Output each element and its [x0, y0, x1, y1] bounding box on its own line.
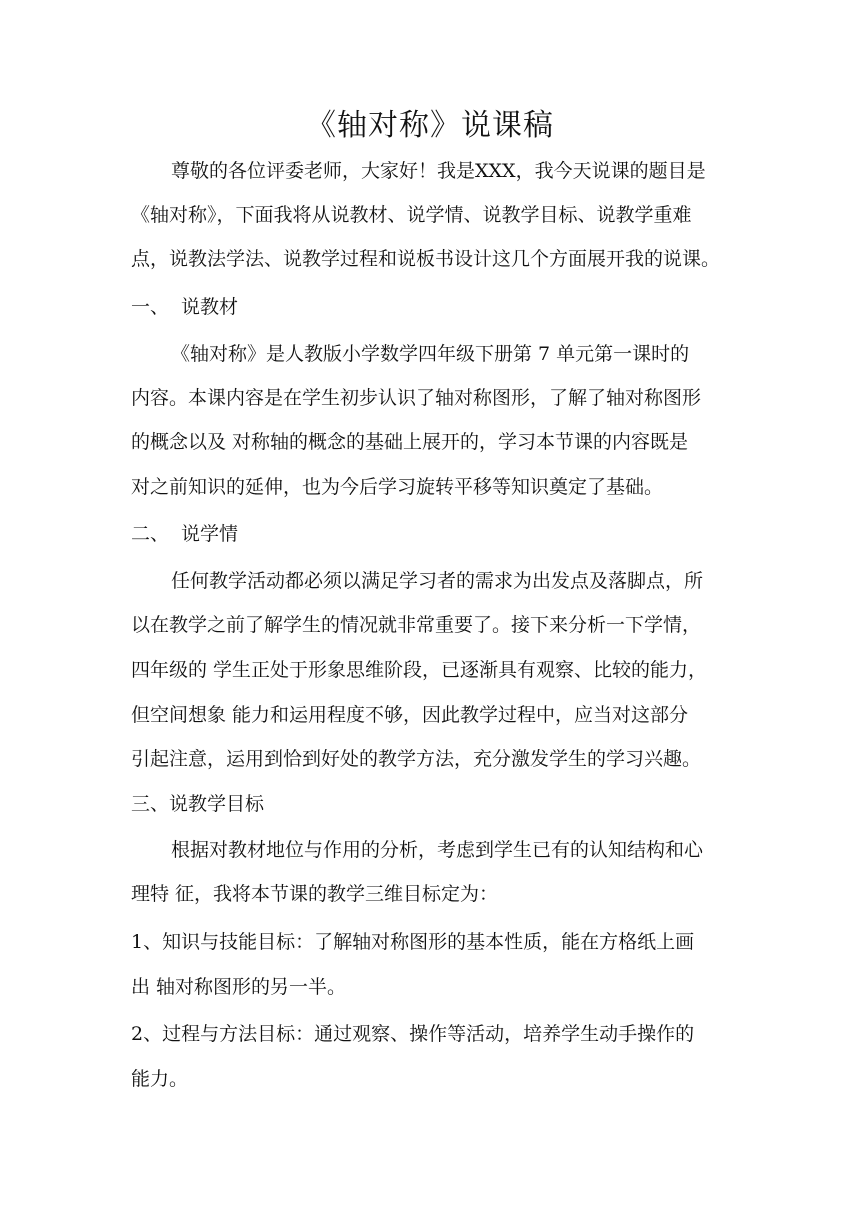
paragraph-line: 四年级的 学生正处于形象思维阶段，已逐渐具有观察、比较的能力，: [131, 659, 708, 681]
paragraph-line: 任何教学活动都必须以满足学习者的需求为出发点及落脚点，所: [171, 570, 704, 592]
section-heading-label: 说教材: [181, 296, 239, 318]
paragraph-line: 根据对教材地位与作用的分析，考虑到学生已有的认知结构和心: [171, 839, 704, 861]
section-heading-learners: [131, 520, 731, 548]
paragraph-line: 理特 征，我将本节课的教学三维目标定为：: [131, 883, 499, 905]
paragraph-line: 尊敬的各位评委老师，大家好！我是XXX，我今天说课的题目是: [171, 160, 706, 182]
section-heading-objectives: 三、说教学目标: [131, 793, 265, 815]
paragraph-line: 的概念以及 对称轴的概念的基础上展开的，学习本节课的内容既是: [131, 431, 689, 453]
objective-line: 出 轴对称图形的另一半。: [131, 976, 347, 998]
section-number: 二、: [131, 523, 170, 545]
section-number: 一、: [131, 296, 170, 318]
paragraph-line: 但空间想象 能力和运用程度不够，因此教学过程中，应当对这部分: [131, 704, 689, 726]
section-heading-label: 说学情: [181, 523, 239, 545]
objective-line: 1、知识与技能目标：了解轴对称图形的基本性质，能在方格纸上画: [131, 931, 695, 953]
paragraph-line: 《轴对称》是人教版小学数学四年级下册第 7 单元第一课时的: [171, 343, 690, 365]
paragraph-line: 以在教学之前了解学生的情况就非常重要了。接下来分析一下学情，: [131, 614, 702, 636]
paragraph-line: 内容。本课内容是在学生初步认识了轴对称图形，了解了轴对称图形: [131, 387, 702, 409]
paragraph-line: 《轴对称》，下面我将从说教材、说学情、说教学目标、说教学重难: [131, 204, 692, 226]
paragraph-line: 点，说教法学法、说教学过程和说板书设计这几个方面展开我的说课。: [131, 248, 721, 270]
document-title: 《轴对称》说课稿: [306, 108, 554, 143]
objective-line: 2、过程与方法目标：通过观察、操作等活动，培养学生动手操作的: [131, 1023, 695, 1045]
objective-line: 能力。: [131, 1068, 189, 1090]
paragraph-line: 对之前知识的延伸，也为今后学习旋转平移等知识奠定了基础。: [131, 476, 664, 498]
paragraph-line: 引起注意，运用到恰到好处的教学方法，充分激发学生的学习兴趣。: [131, 748, 702, 770]
section-heading-textbook: [131, 293, 731, 321]
